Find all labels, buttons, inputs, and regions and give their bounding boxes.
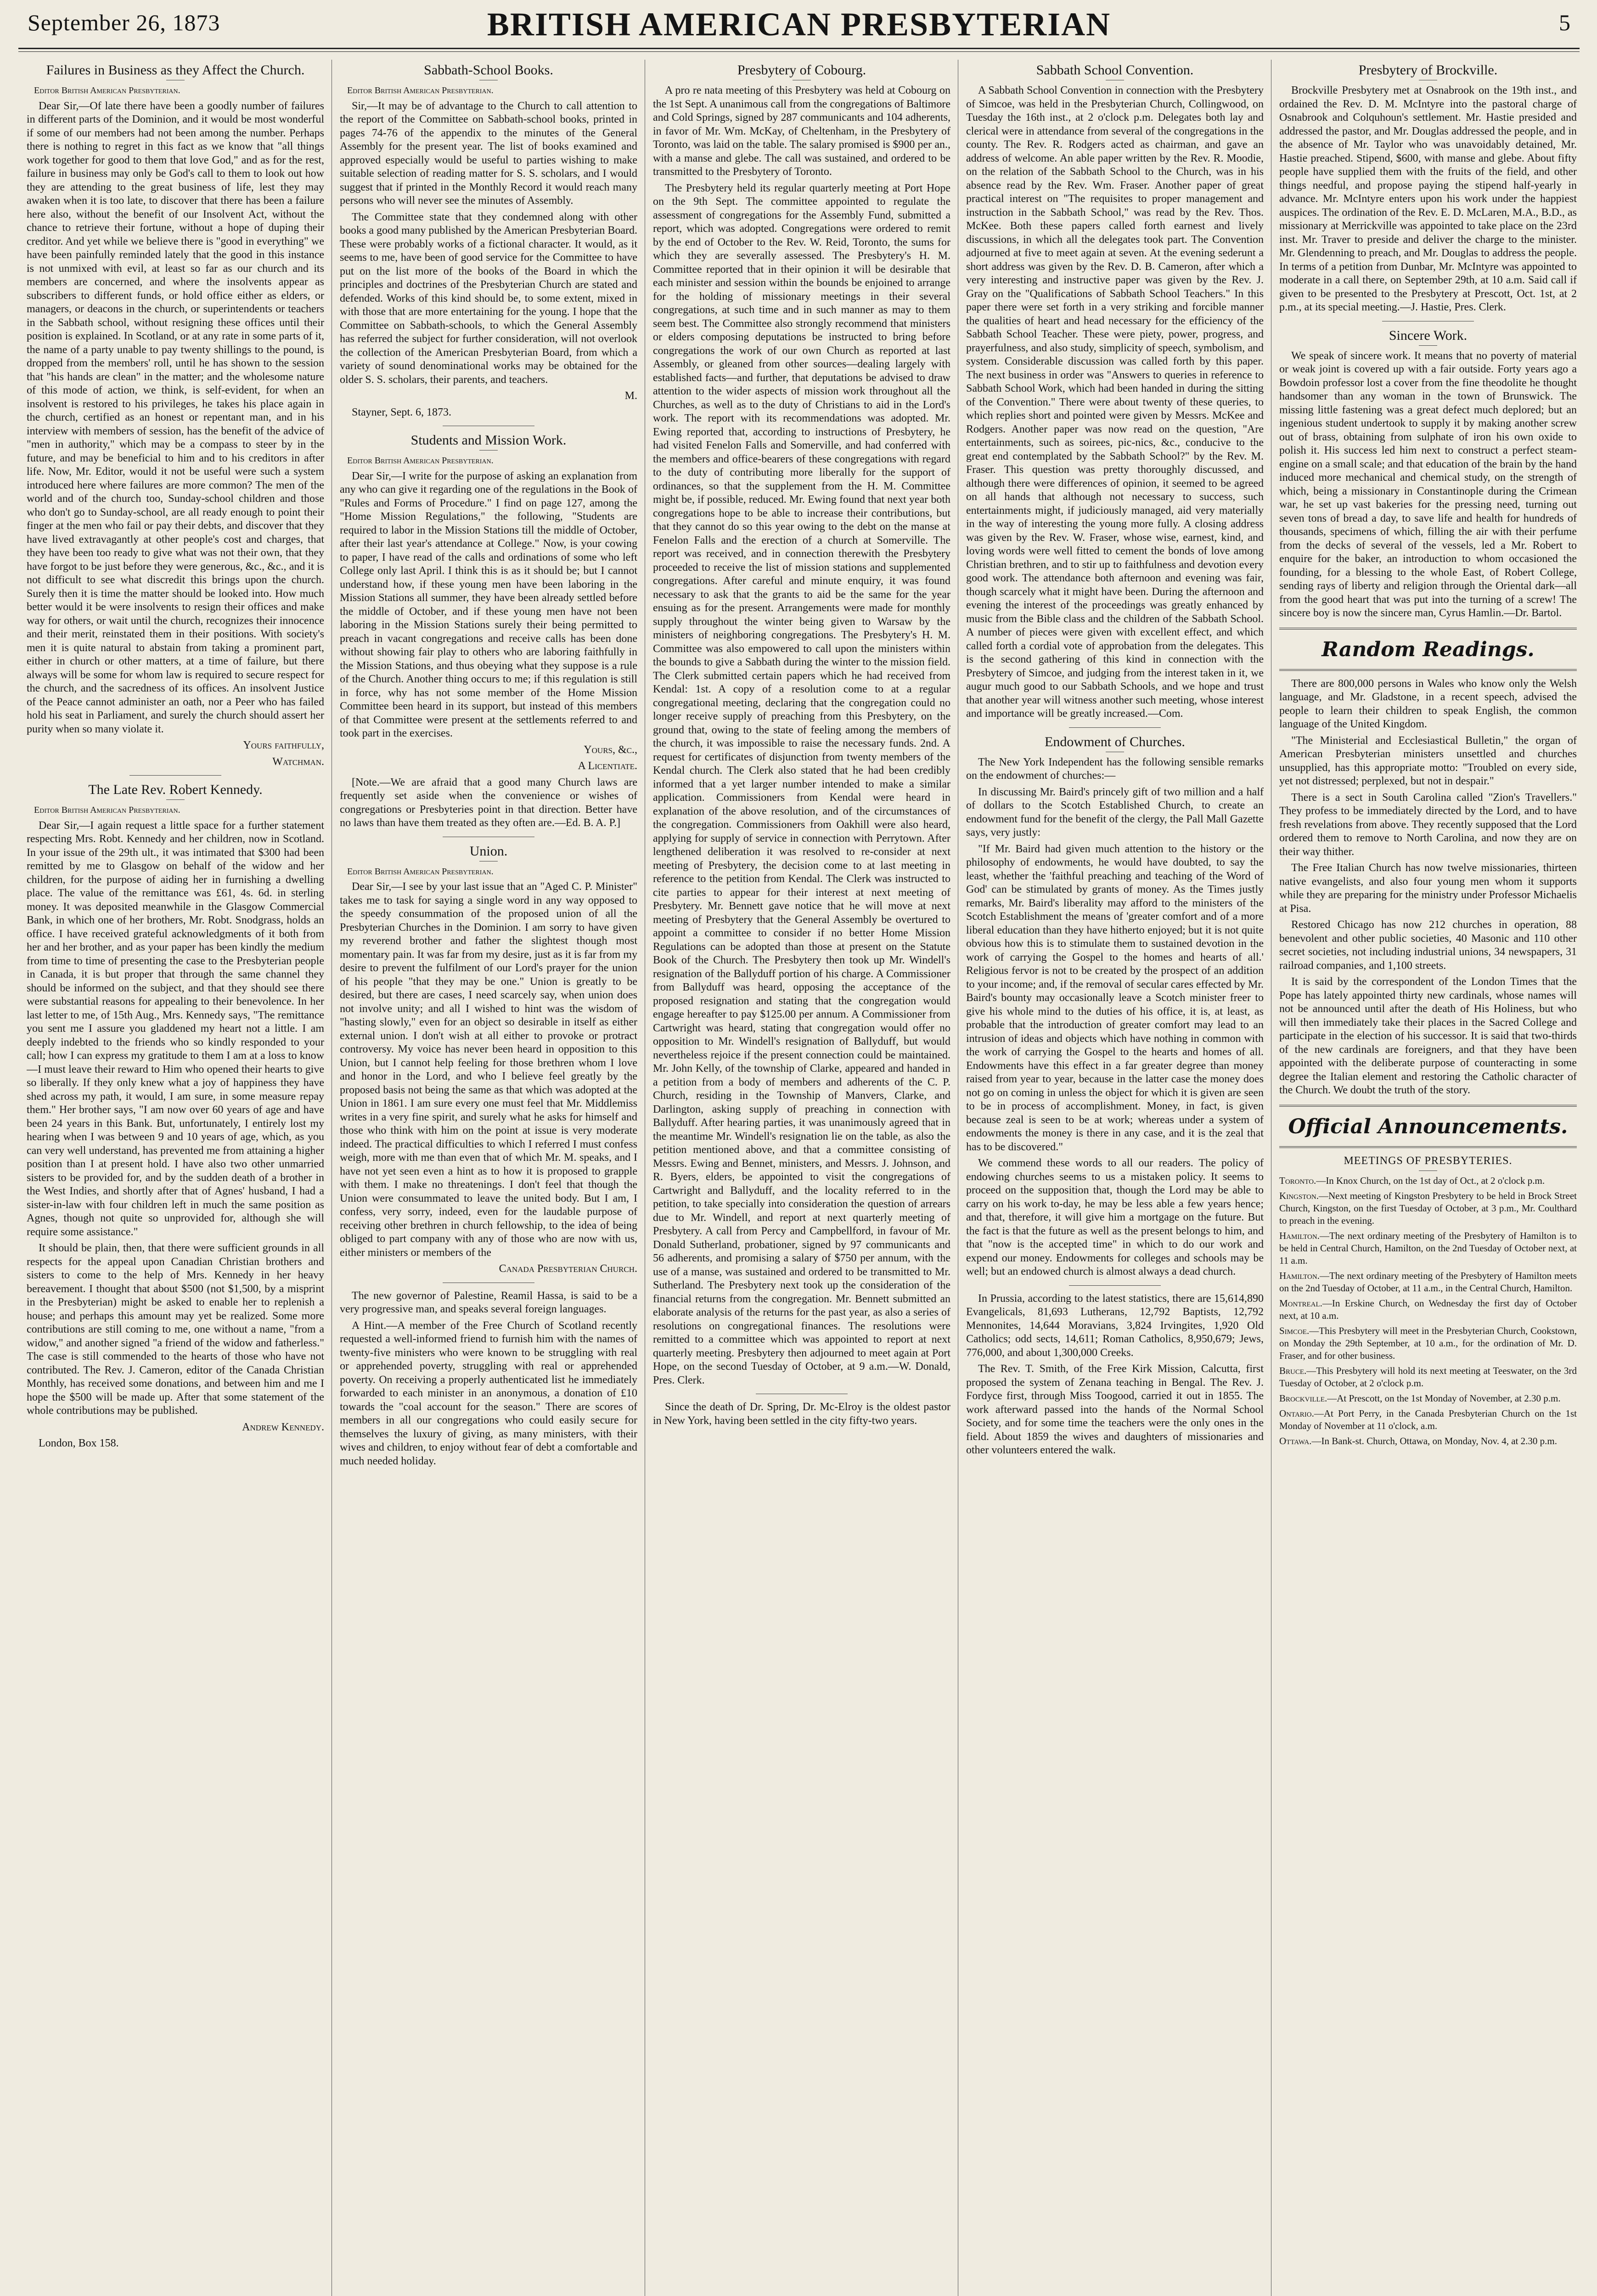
news-item: A Hint.—A member of the Free Church of Scotland recently requested a well-informed friend to furnish him with the names of twenty-five ministers who were known to be struggling with real or apprehended poverty, struggling with real or apprehended poverty. On receiving a properly authenticated list he immediately forwarded to each minister in an anonymous, a donation of £10 towards the "coal account for the season." There are scores of members in all our congregations who could easily secure for themselves the luxury of giving, as many ministers, with their wives and children, to enjoy without fear of debt a comfortable and much needed holiday. [340,1319,637,1467]
article-address: Editor British American Presbyterian. [34,85,180,96]
article-title: Presbytery of Brockville. [1358,62,1498,78]
meeting-presbytery: Ontario. [1279,1408,1314,1419]
article-paragraph: The New York Independent has the following sensible remarks on the endowment of churches:— [966,756,1264,782]
article-title: Endowment of Churches. [1045,734,1185,749]
meeting-item [1279,1392,1577,1405]
article-title: Failures in Business as they Affect the Church. [46,62,305,78]
meeting-presbytery: Bruce. [1279,1365,1307,1376]
article-paragraph: It should be plain, then, that there were sufficient grounds in all respects for the appeal upon Canadian Christian brothers and sisters to come to the help of Mrs. Kennedy in her heavy bereavement. I thought that about $500 (not $1,500, by a misprint in the Presbyterian) might be asked to enable her to replenish a house; and perhaps this amount may yet be realized. Some more contributions are still coming to me, one without a name, "from a widow," and another signed "a friend of the widow and fatherless." The case is still commended to the hearts of those who have not contributed. The Rev. J. Cameron, editor of the Canada Christian Monthly, has received some donations, and between him and me I hope the $500 will be made up. After that some statement of the whole contributions may be published. [27,1242,324,1417]
column-2 [340,60,637,2296]
meeting-details: —Next meeting of Kingston Presbytery to be held in Brock Street Church, Kingston, on the first Tuesday of October, at 3 p.m., Mr. Coulthard to preach in the evening. [1279,1190,1577,1226]
meeting-details: —This Presbytery will hold its next meeting at Teeswater, on the 3rd Tuesday of October, at 2 o'clock p.m. [1279,1365,1577,1389]
article-quote: "If Mr. Baird had given much attention to the history or the philosophy of endowments, he would have doubted, to say the least, whether the 'faithful preaching and teaching of the Word of God' can be stimulated by grants of money. As the Times justly remarks, Mr. Baird's liberality may afford to the ministers of the Scotch Establishment the means of 'greater comfort and of a more liberal education than they have hitherto enjoyed; but it is not quite obvious how this is to stimulate them to sustained devotion in the work of carrying the Gospel to the homes and hearts of all.' Religious fervor is not to be created by the prospect of an addition to your income; and, if the removal of secular cares effected by Mr. Baird's bounty may occasionally leave a Scotch minister freer to give his whole mind to the duties of his office, it is, at least, as probable that the introduction of greater comfort may lead to an intrusion of ideas and objects which have nothing in common with the work of carrying the Gospel to the hearts and homes of all. Endowments have this effect in a far greater degree than money raised from year to year, because in the latter case the money does not go on coming in unless the object for which it is given are seen to be in process of accomplishment. Money, in fact, is given because zeal is seen to be at work; whereas under a system of endowments the money is there in any case, and it is the zeal that has to be discovered." [966,843,1264,1153]
signature: Watchman. [272,755,324,768]
news-item: Since the death of Dr. Spring, Dr. Mc-Elroy is the oldest pastor in New York, having been settled in the city fifty-two years. [653,1401,950,1427]
section-title: Random Readings. [1321,637,1535,661]
article-paragraph: Sir,—It may be of advantage to the Church to call attention to the report of the Committee on Sabbath-school books, printed in pages 74-76 of the appendix to the minutes of the General Assembly for the present year. The list of books examined and approved especially would be useful to parties wishing to make suitable selection of reading matter for S. S. scholars, and I would suggest that if printed in the Monthly Record it would reach many persons who will never see the minutes of Assembly. [340,100,637,207]
news-item: The Rev. T. Smith, of the Free Kirk Mission, Calcutta, first proposed the system of Zenana teaching in Bengal. The Rev. J. Fordyce first, through Miss Toogood, carried it out in 1855. The work afterward passed into the hands of the Normal School Society, and for some time the teachers were the only ones in the field. About 1859 the wives and daughters of missionaries and other volunteers entered the walk. [966,1363,1264,1456]
section-rule [1279,1146,1577,1148]
meeting-item [1279,1270,1577,1294]
meeting-details: —In Knox Church, on the 1st day of Oct., at 2 o'clock p.m. [1316,1175,1545,1186]
meeting-presbytery: Toronto. [1279,1175,1316,1186]
section-title: Official Announcements. [1288,1114,1568,1138]
meeting-item [1279,1230,1577,1267]
article-paragraph: In discussing Mr. Baird's princely gift of two million and a half of dollars to the Scotch Established Church, to create an endowment fund for the benefit of the clergy, the Pall Mall Gazette says, very justly: [966,786,1264,838]
news-item: There are 800,000 persons in Wales who know only the Welsh language, and Mr. Gladstone, in a recent speech, advised the people to learn their children to speak English, the common language of the United Kingdom. [1279,677,1577,730]
section-rule [1279,628,1577,630]
header-rule-thin [18,51,1580,52]
column-4 [966,60,1264,2296]
editor-note: [Note.—We are afraid that a good many Church laws are frequently set aside when the convenience or wishes of congregations or Presbyteries point in that direction. Better have no laws than have them treated as they often are.—Ed. B. A. P.] [340,776,637,829]
divider [1419,345,1437,346]
news-item: "The Ministerial and Ecclesiastical Bulletin," the organ of American Presbyterian ministers unsettled and churches unsupplied, has this appropriate motto: "Troubled on every side, yet not distressed; perplexed, but not in despair." [1279,734,1577,787]
news-item: The Free Italian Church has now twelve missionaries, thirteen native evangelists, and also four young men whom it supports while they are preparing for the ministry under Professor Michaelis at Pisa. [1279,862,1577,915]
meeting-item [1279,1365,1577,1390]
column-1 [27,60,324,2296]
header-rule [18,48,1580,49]
meeting-presbytery: Kingston. [1279,1190,1319,1201]
signature: Andrew Kennedy. [242,1421,324,1433]
meeting-item [1279,1297,1577,1322]
signature: M. [624,390,637,402]
section-rule [1279,669,1577,671]
meeting-item [1279,1175,1577,1187]
article-address: Editor British American Presbyterian. [347,85,494,96]
meeting-presbytery: Ottawa. [1279,1435,1312,1446]
article-paragraph: We speak of sincere work. It means that no poverty of material or weak joint is covered up with a fair outside. Forty years ago a Bowdoin professor lost a cover from the fine theodolite he thought handsomer than any woman in the town of Brunswick. The missing little fastening was a great defect much deplored; but an ingenious student undertook to supply it by making another screw out of brass, obtaining from sulphate of iron his own oxide to polish it. His success led him next to construct a perfect steam-engine on a small scale; and that education of the brain by the hand induced more mechanical and chemical study, on the strength of which, being a missionary in Constantinople during the Crimean war, he set up vast bakeries for the pressing need, turning out seven tons of bread a day, to save life and health for hundreds of thousands, specimens of which, filling the air with their perfume from the decks of several of the vessels, led a Mr. Robert to enquire for the baker, an introduction to whom occasioned the founding, for a blessing to the whole East, of Robert College, sending rays of liberty and religion through the Oriental dark—all from the good heart that was put into the turning of a screw! The sincere boy is now the sincere man, Cyrus Hamlin.—Dr. Bartol. [1279,349,1577,619]
meeting-details: —This Presbytery will meet in the Presbyterian Church, Cookstown, on Monday the 29th September, at 10 a.m., for the ordination of Mr. D. Fraser, and for other business. [1279,1325,1577,1361]
article-title: Students and Mission Work. [410,433,567,448]
meeting-details: —In Erskine Church, on Wednesday the first day of October next, at 10 a.m. [1279,1298,1577,1321]
news-item: It is said by the correspondent of the London Times that the Pope has lately appointed thirty new cardinals, whose names will not be announced until after the death of His Holiness, but who will then immediately take their places in the Sacred College and participate in the election of his successor. It is said that two-thirds of the new cardinals are foreigners, and that they have been appointed with the deliberate purpose of counteracting in some degree the Italian element and restoring the Catholic character of the Church. We doubt the truth of the story. [1279,976,1577,1096]
article-address: Editor British American Presbyterian. [347,866,494,877]
article-paragraph: A Sabbath School Convention in connection with the Presbytery of Simcoe, was held in the Presbyterian Church, Collingwood, on Tuesday the 16th inst., at 2 o'clock p.m. Delegates both lay and clerical were in attendance from several of the congregations in the county. The Rev. R. Rodgers acted as chairman, and gave an address of welcome. An able paper written by the Rev. R. Moodie, on the relation of the Sabbath School to the Church, was in his absence read by the Rev. Wm. Fraser. Another paper of great practical interest on "The requisites to proper management and instruction in the Sabbath School," was read by the Rev. Thos. McKee. Both these papers called forth earnest and lively discussions, in which all the delegates took part. The Convention adjourned at five to meet again at seven. At the evening sederunt a short address was given by the Rev. D. B. Cameron, after which a very interesting and instructive paper was given by the Rev. J. Gray on the "Qualifications of Sabbath School Teachers." In this paper there were set forth in a very striking and forcible manner the qualities of heart and head necessary for the efficiency of the Sabbath School Teacher. These were piety, power, progress, and prayerfulness, and also study, simplicity of speech, symbolism, and system. Considerable discussion was called forth by this paper. The next business in order was "Answers to queries in reference to Sabbath School Work, which had been handed in during the sitting of the Convention." There were about twenty of these queries, to which replies short and pointed were given by Messrs. McKee and Rodgers. Another paper was now read on the question, "Are entertainments, such as soirees, pic-nics, &c., conducive to the great end contemplated by the Sabbath School?" by the Rev. M. Fraser. This question was pretty thoroughly discussed, and although there were differences of opinion, it seemed to be agreed on all hands that although not necessary to success, such entertainments might, if judiciously managed, aid very materially in the way of interesting the young more fully. A closing address was given by the Rev. W. Fraser, whose wise, earnest, kind, and loving words were well fitted to cement the bonds of love among Christian brethren, and to stir up to faithfulness and devotion every good work. The attendance both afternoon and evening was fair, though scarcely what it might have been. During the afternoon and evening the interest of the proceedings was greatly enhanced by music from the Bible class and the children of the Sabbath School. A number of pieces were given with excellent effect, and which called forth a cordial vote of approbation from the delegates. This is the second gathering of this kind in connection with the Presbytery of Simcoe, and judging from the interest taken in it, we augur much good to our Sabbath Schools, and we hope and trust that another year will witness another such meeting, whose interest and importance will be greatly increased.—Com. [966,84,1264,720]
article-paragraph: Dear Sir,—I again request a little space for a further statement respecting Mrs. Robt. Kennedy and her children, now in Scotland. In your issue of the 29th ult., it was intimated that $300 had been remitted by me to Glasgow on behalf of the widow and her children, for the purpose of aiding her in furnishing a dwelling place. The value of the remittance was £61, 4s. 6d. in sterling money. It was deposited meanwhile in the Glasgow Commercial Bank, in which one of her brothers, Mr. Robt. Snodgrass, holds an office. I have received grateful acknowledgments of it both from her and her brother, and as your paper has been kindly the medium from time to time of presenting the case to the Presbyterian people in Canada, it is but proper that through the same channel they should be informed on the subject, and that they should see there were substantial reasons for appealing to their benevolence. In her last letter to me, of 15th Aug., Mrs. Kennedy says, "The remittance you sent me I assure you gladdened my heart not a little. I am deeply indebted to the friends who so kindly responded to your call; how I can express my gratitude to them I am at a loss to know—I must leave their reward to Him who opened their hearts to give so liberally. If they only knew what a joy of happiness they have shed across my path, it would, I am sure, in some measure repay them." Her brother says, "I am now over 60 years of age and have been 24 years in this Bank. But, unfortunately, I entirely lost my hearing when I was between 9 and 10 years of age, which, as you can very well understand, has prevented me from attaining a higher position than I at present hold. I have also two other unmarried sisters to be provided for, and by the sudden death of a brother in the West Indies, and shortly after that of Agnes' husband, I had a sister-in-law with four children left in much the same position as Agnes, though not quite so unprovided for, although she will require some assistance." [27,819,324,1238]
article-title: Sincere Work. [1389,327,1468,343]
divider [1069,1285,1161,1286]
column-3 [653,60,950,2296]
article-paragraph: We commend these words to all our readers. The policy of endowing churches seems to us a mistaken policy. It seems to proceed on the supposition that, though the Lord may be able to carry on his work to-day, he may be less able a few years hence; and that, therefore, it will give him a mortgage on the future. But the fact is that the future as well as the present belongs to him, and that "now is the accepted time" in which to do our work and expend our money. Endowments for colleges and schools may be well; but an endowed church is almost always a dead church. [966,1157,1264,1277]
article-paragraph: Brockville Presbytery met at Osnabrook on the 19th inst., and ordained the Rev. D. M. McIntyre into the pastoral charge of Osnabrook and Colquhoun's settlement. Mr. Hastie presided and addressed the pastor, and Mr. Douglas addressed the people, and in the absence of Mr. Taylor who was unavoidably detained, Mr. Hastie preached. Stipend, $600, with manse and glebe. About fifty people have supplied them with the fruits of the field, and other things needful, and propose paying the stipend half-yearly in advance. Mr. McIntyre enters upon his work under the happiest auspices. The ordination of the Rev. E. D. McLaren, M.A., B.D., as missionary at Merrickville was appointed to take place on the 23rd inst. Mr. Traver to preside and deliver the charge to the minister. Mr. Glendenning to preach, and Mr. Douglas to address the people. In terms of a petition from Dunbar, Mr. McIntyre was appointed to moderate in a call there, on September 29th, at 10 a.m. Said call if given to be presented to the Presbytery at Prescott, Oct. 1st, at 2 p.m., at its special meeting.—J. Hastie, Pres. Clerk. [1279,84,1577,313]
meeting-item [1279,1435,1577,1447]
article-paragraph: Dear Sir,—I see by your last issue that an "Aged C. P. Minister" takes me to task for saying a single word in any way opposed to the speedy consummation of the proposed union of all the Presbyterian Churches in the Dominion. I am sorry to have given my reverend brother and father the slightest though most momentary pain. It was far from my desire, just as it is far from my desire to prevent the fulfilment of our Lord's prayer for the union of his people "that they may be one." Union is greatly to be desired, but there are cases, I need scarcely say, when union does not involve unity; and all I wished to hint was the wisdom of "hasting slowly," even for an object so desirable in itself as either external union. I don't wish at all either to provoke or protract controversy. My voice has never been heard in opposition to this Union, but I cannot help feeling for those brethren whom I love and honor in the Lord, and who I believe feel greatly by the proposed basis not being the same as that which was adopted at the Union in 1861. I am sure every one must feel that Mr. Middlemiss writes in a very fine spirit, and surely what he asks for himself and those who think with him on the point at issue is very moderate indeed. The practical difficulties to which I referred I must confess weigh, more with me than even that of which Mr. M. speaks, and I have not yet seen even a hint as to how it is proposed to grapple with them. I make no threatenings. I don't feel that though the Union were consummated to leave the united body. But I am, I confess, very sorry, indeed, even for the laudable purpose of receiving other brethren in church fellowship, to the idea of being obliged to part company with any of those who are now with us, either ministers or members of the [340,881,637,1259]
meetings-list [1279,1175,1577,1447]
dateline: Stayner, Sept. 6, 1873. [352,406,452,418]
divider [166,799,185,800]
issue-date: September 26, 1873 [28,10,220,35]
meeting-presbytery: Hamilton. [1279,1270,1320,1281]
closing: Yours, &c., [584,743,637,756]
article-title: Presbytery of Cobourg. [737,62,866,78]
article-paragraph: The Committee state that they condemned along with other books a good many published by the American Presbyterian Board. These were probably works of a fictional character. It would, as it seems to me, have been of good service for the Committee to have put on the list more of the books of the Board in which the principles and doctrines of the Presbyterian Church are stated and defended. Works of this kind should be, to some extent, mixed in with those that are more entertaining for the young. I hope that the Committee on Sabbath-schools, to which the General Assembly has referred the subject for further consideration, will not overlook the collection of the American Presbyterian Board, from which a variety of sound denominational works may be obtained for the older S. S. scholars, their parents, and teachers. [340,211,637,386]
article-paragraph: Dear Sir,—Of late there have been a goodly number of failures in different parts of the Dominion, and it would be most wonderful if some of our members had not been among the number. Perhaps there is nothing to regret in this fact as we know that "all things work together for good to them that love God," and as for the rest, failure in business may only be God's call to them to look out how they are attending to the great business of life, lest they may awaken when it is too late, to discover that there has been a failure here also, without the benefit of our Insolvent Act, without the chance to retrieve their fortune, without a hope of duping their creditor. And yet while we believe there is "good in everything" we have been painfully reminded lately that the good in this instance is not unmixed with evil, at least so far as our church and its members are concerned, and where the insolvents appear as subscribers to different funds, or hold office either as elders, or managers, or deacons in the church, or superintendents or teachers in the Sabbath school, without resigning these offices until their position is explained. In Scotland, or at any rate in some parts of it, the name of a party unable to pay twenty shillings to the pound, is dropped from the members' roll, until he has shown to the session that "his hands are clean" in the matter; and the wholesome nature of this mode of action, we think, is self-evident, for when an insolvent is restored to his privileges, he takes his place again in the church, certified as an honest or repentant man, and in his interview with members of session, has the benefit of the advice of "men in authority," which may be a compass to steer by in the future, and may be beneficial to him and to his creditors in after life. Now, Mr. Editor, would it not be useful were such a system introduced here where failures are more common? The men of the world and of the church too, Sunday-school children and those who don't go to Sunday-school, are all ready enough to point their finger at the men who fail or pay their debts, and discover that they have lived extravagantly at other people's cost and charges, that they have been too ready to give what was not their own, that they have forgot to be just before they were generous, &c., &c., and it is not difficult to see what discredit this brings upon the church. Surely then it is time the matter should be looked into. How much better would it be were insolvents to resign their offices and make way for others, or wait until the church, recognizes their innocence and their merit, reinstated them in their positions. With society's men it is quite natural to abstain from taking a prominent part, either in church or other matters, at a time of failure, but there always will be some for whom law is required to secure respect for the church, and the sacredness of its offices. An insolvent Justice of the Peace cannot administer an oath, nor a Peer who has failed hold his seat in Parliament, and surely the church should assert her purity when so many violate it. [27,100,324,735]
meeting-presbytery: Brockville. [1279,1393,1327,1404]
divider [1069,727,1161,728]
news-item: There is a sect in South Carolina called "Zion's Travellers." They profess to be immediately directed by the Lord, and to have fresh revelations from above. They recently supposed that the Lord ordered them to remove to North Carolina, and now they are on their way thither. [1279,791,1577,858]
divider [129,775,221,776]
article-paragraph: Dear Sir,—I write for the purpose of asking an explanation from any who can give it regarding one of the regulations in the Book of "Rules and Forms of Procedure." I find on page 127, among the "Home Mission Regulations," the following, "Students are required to labor in the Mission Stations till the middle of October, after their last year's attendance at College." Now, is your cowing to paper, I have read of the calls and ordinations of some who left College only last April. I think this is as it should be; but I cannot understand how, if these young men have been laboring in the Mission Stations all summer, they have been already settled before the middle of October, and if these young men have not been laboring in the Mission Stations surely their being permitted to preach in vacant congregations and receive calls has been done without showing fair play to others who are laboring faithfully in the Mission Stations, and thus obeying what they suppose is a rule of the Church. Another thing occurs to me; if this regulation is still in force, why has not some member of the Home Mission Committee been heard in its support, but instead of this members of that Committee were present at the settlements referred to and took part in the exercises. [340,470,637,739]
article-title: Sabbath-School Books. [424,62,553,78]
news-item: Restored Chicago has now 212 churches in operation, 88 benevolent and other public societies, 40 Masonic and 110 other secret societies, not including industrial unions, 34 newspapers, 31 railroad companies, and 1,100 streets. [1279,919,1577,972]
meeting-item [1279,1407,1577,1432]
article-address: Editor British American Presbyterian. [34,805,180,815]
masthead-title: BRITISH AMERICAN PRESBYTERIAN [487,6,1111,43]
meeting-item [1279,1190,1577,1227]
section-rule [1279,1105,1577,1107]
dateline: London, Box 158. [39,1437,119,1449]
news-item: In Prussia, according to the latest statistics, there are 15,614,890 Evangelicals, 81,693 Lutherans, 12,792 Baptists, 12,792 Mennonites, 14,644 Moravians, 3,824 Irvingites, 1,920 Old Catholics; odd sects, 14,611; Roman Catholics, 8,950,679; Jews, 776,000, and about 1,300,000 Creeks. [966,1292,1264,1359]
signature: A Licentiate. [578,760,637,772]
meeting-presbytery: Simcoe. [1279,1325,1310,1336]
meeting-item [1279,1325,1577,1362]
meeting-presbytery: Hamilton. [1279,1230,1320,1241]
news-item: The new governor of Palestine, Reamil Hassa, is said to be a very progressive man, and speaks several foreign languages. [340,1289,637,1315]
page-number: 5 [1559,10,1570,35]
meeting-details: —At Port Perry, in the Canada Presbyterian Church on the 1st Monday of November at 11 o'clock, a.m. [1279,1408,1577,1431]
meeting-details: —The next ordinary meeting of the Presbytery of Hamilton meets on the 2nd Tuesday of October, at 11 a.m., in the Central Church, Hamilton. [1279,1270,1577,1294]
article-title: The Late Rev. Robert Kennedy. [88,782,263,797]
article-paragraph: A pro re nata meeting of this Presbytery was held at Cobourg on the 1st Sept. A unanimous call from the congregations of Baltimore and Cold Springs, signed by 287 communicants and 104 adherents, in favor of Mr. Wm. McKay, of Cheltenham, in the Presbytery of Toronto, was laid on the table. The salary promised is $900 per an., with a manse and glebe. The call was sustained, and ordered to be transmitted to the Presbytery of Toronto. [653,84,950,178]
article-paragraph: The Presbytery held its regular quarterly meeting at Port Hope on the 9th Sept. The committee appointed to regulate the assessment of congregations for the Assembly Fund, submitted a report, which was adopted. Congregations were ordered to remit by the end of October to the Rev. W. Reid, Toronto, the sums for which they are severally assessed. The Presbytery's H. M. Committee reported that in their opinion it will be desirable that each minister and session within the bounds be enjoined to arrange for the holding of missionary meetings in their several congregations, at such time and in such manner as may to them seem best. The Committee also strongly recommend that ministers or elders composing deputations be instructed to bring before congregations the work of our own Church as reported at last Assembly, or gleaned from other sources—dealing largely with established facts—and further, that deputations be advised to draw attention to the wider aspects of mission work throughout all the Churches, as well as to the duty of Christians to aid in the Lord's work. The report with its recommendations was adopted. Mr. Ewing reported that, according to instructions of Presbytery, he had visited Fenelon Falls and Somerville, and had conferred with the members and office-bearers of these congregations with regard to the duty of contributing more liberally for the support of ordinances, so that the supplement from the H. M. Committee might be, if possible, reduced. Mr. Ewing found that next year both congregations hope to be able to increase their contributions, but that they cannot do so this year owing to the debt on the manse at Fenelon Falls and the erection of a church at Somerville. The report was received, and in connection therewith the Presbytery proceeded to receive the list of mission stations and supplemented congregations. After careful and minute enquiry, it was found necessary to ask that the grants to aid be the same for the year ensuing as for the present. Arrangements were made for monthly supply throughout the winter being given to Warsaw by the ministers of neighboring congregations. The Presbytery's H. M. Committee was also empowered to call upon the ministers within the bounds to give a Sabbath during the winter to the mission field. The Clerk submitted certain papers which he had received from Kendal: 1st. A copy of a resolution come to at a regular congregational meeting, declaring that the congregation could no longer receive supply of preaching from this Presbytery, on the ground that, owing to the state of feeling among the members of the church, it was impossible to raise the necessary funds. 2nd. A request for certificates of disjunction from twenty members of the Kendal church. The Clerk also stated that he had been credibly informed that a yet larger number intended to make a similar application. Commissioners from Kendal were heard in explanation of the above resolution, and of the circumstances of the congregation. Commissioners from Oakhill were also heard, applying for supply of service in connection with Perrytown. After lengthened deliberation it was resolved to re-consider at next meeting of Presbytery, the decision come to at last meeting in reference to the petition from Kendal. The Clerk was instructed to cite parties to appear for their interest at next meeting of Presbytery. Mr. Bennett gave notice that he will move at next meeting of Presbytery that the General Assembly be overtured to appoint a committee to consider if no better Home Mission Regulations can be adopted than those at present on the Statute Book of the Church. The Presbytery then took up Mr. Windell's resignation of the Ballyduff portion of his charge. A Commissioner from Ballyduff was heard, opposing the acceptance of the proposed resignation and stating that the congregation would engage hereafter to pay $125.00 per annum. A Commissioner from Cartwright was heard, stating that congregation would offer no opposition to Mr. Windell's resignation of Ballyduff, but would nevertheless rejoice if the present connection could be maintained. Mr. John Kelly, of the township of Clarke, appeared and handed in a petition from a body of members and adherents of the C. P. Church, residing in the Township of Manvers, Clarke, and Darlington, asking supply of preaching in connection with Ballyduff. After hearing parties, it was unanimously agreed that in the meantime Mr. Windell's resignation lie on the table, as also the petition mentioned above, and that a committee consisting of Messrs. Ewing and Bennet, ministers, and Messrs. J. Johnson, and R. Byers, elders, be appointed to visit the congregations of Cartwright and Ballyduff, and the locality referred to in the petition, to take specially into consideration the question of arrears due to Mr. Windell, and report at next quarterly meeting of Presbytery. A call from Percy and Campbellford, in favour of Mr. Donald Sutherland, probationer, signed by 97 communicants and 56 adherents, and promising a salary of $750 per annum, with the use of a manse, was sustained and ordered to be transmitted to Mr. Sutherland. The Presbytery next took up the consideration of the financial returns from the congregation. Mr. Bennett submitted an elaborate analysis of the returns for the past year, as also a series of resolutions on congregational finances. The resolutions were remitted to a committee which was appointed to report at next quarterly meeting. Presbytery then adjourned to meet again at Port Hope, on the second Tuesday of October, at 9 a.m.—W. Donald, Pres. Clerk. [653,182,950,1386]
article-title: Union. [469,843,508,859]
meeting-details: —At Prescott, on the 1st Monday of November, at 2.30 p.m. [1327,1393,1561,1404]
article-address: Editor British American Presbyterian. [347,456,494,466]
meeting-details: —The next ordinary meeting of the Presbytery of Hamilton is to be held in Central Church, Hamilton, on the 2nd Tuesday of October next, at 11 a.m. [1279,1230,1577,1266]
column-5 [1279,60,1577,2296]
meeting-presbytery: Montreal. [1279,1298,1322,1309]
meetings-heading: MEETINGS OF PRESBYTERIES. [1344,1154,1513,1167]
signature: Canada Presbyterian Church. [499,1263,637,1275]
meeting-details: —In Bank-st. Church, Ottawa, on Monday, Nov. 4, at 2.30 p.m. [1311,1435,1557,1446]
article-title: Sabbath School Convention. [1036,62,1194,78]
page-header [18,6,1580,46]
closing: Yours faithfully, [243,739,324,751]
